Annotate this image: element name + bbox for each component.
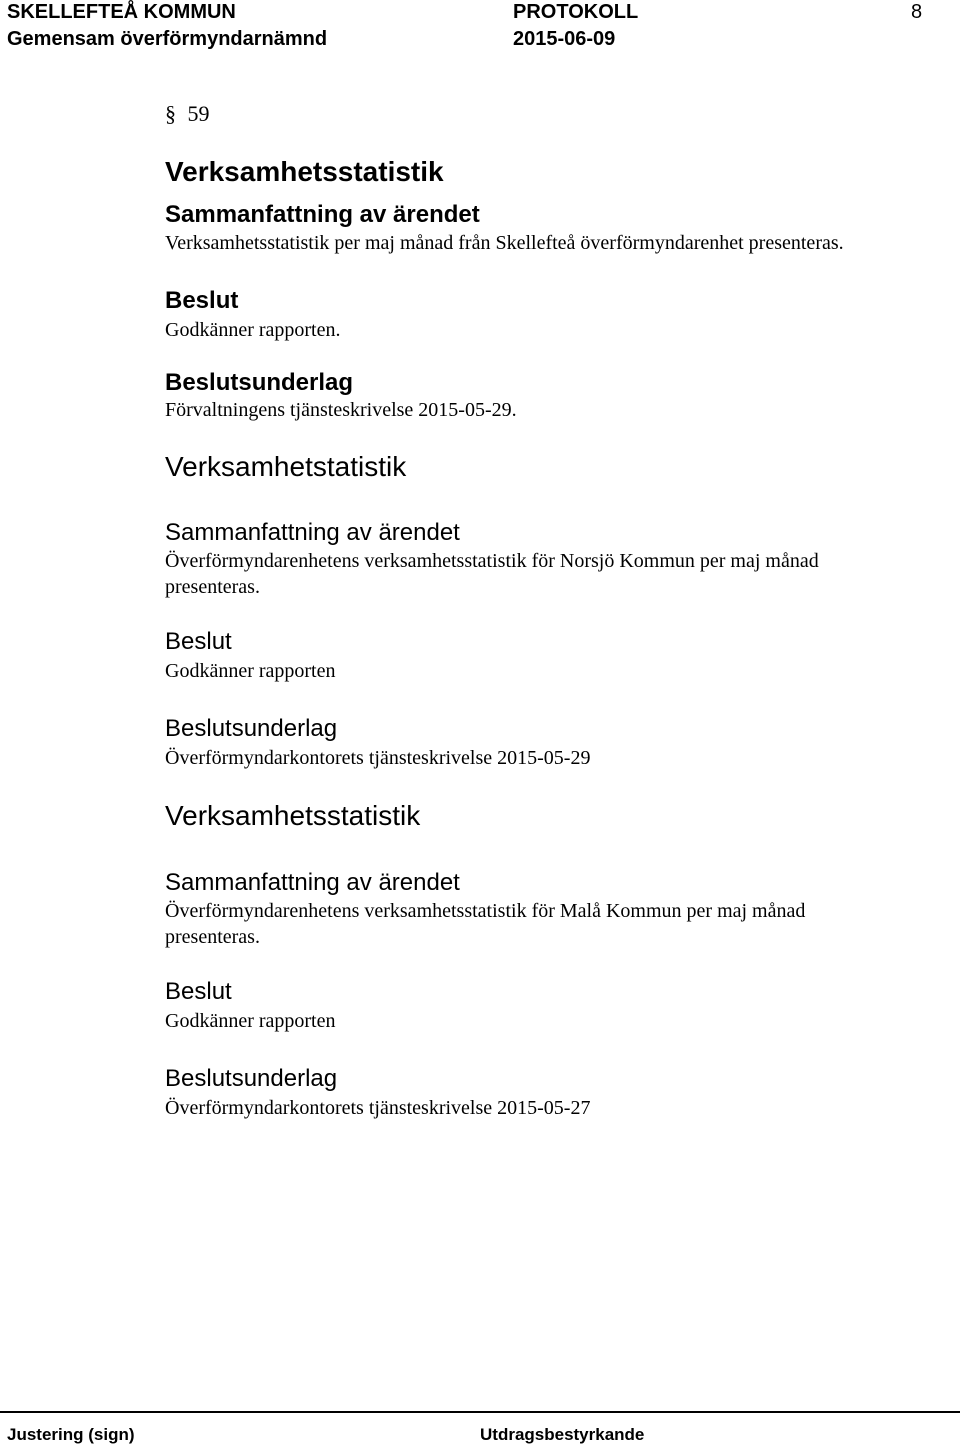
basis-heading: Beslutsunderlag: [165, 715, 338, 742]
section-title: Verksamhetstatistik: [165, 451, 407, 482]
section-title: Verksamhetsstatistik: [165, 156, 444, 187]
decision-text: Godkänner rapporten: [165, 660, 336, 682]
summary-text: Överförmyndarenhetens verksamhetsstatistik för Norsjö Kommun per maj månad presenteras.: [165, 550, 819, 598]
basis-text: Förvaltningens tjänsteskrivelse 2015-05-29.: [165, 399, 517, 421]
summary-heading: Sammanfattning av ärendet: [165, 519, 460, 546]
summary-text: Överförmyndarenhetens verksamhetsstatistik för Malå Kommun per maj månad presenteras.: [165, 900, 806, 948]
decision-heading: Beslut: [165, 287, 239, 314]
header-org: SKELLEFTEÅ KOMMUN: [7, 1, 236, 23]
decision-heading: Beslut: [165, 628, 232, 655]
signature-label: Justering (sign): [7, 1425, 135, 1444]
extract-label: Utdragsbestyrkande: [480, 1425, 645, 1444]
paragraph-symbol: §: [165, 101, 176, 126]
header-doc-type: PROTOKOLL: [513, 1, 639, 23]
basis-heading: Beslutsunderlag: [165, 369, 354, 396]
paragraph-number-value: 59: [187, 101, 210, 126]
paragraph-number: [165, 100, 210, 128]
header-date: 2015-06-09: [513, 28, 616, 50]
section-title: Verksamhetsstatistik: [165, 800, 421, 831]
decision-text: Godkänner rapporten.: [165, 319, 341, 341]
basis-heading: Beslutsunderlag: [165, 1065, 338, 1092]
summary-heading: Sammanfattning av ärendet: [165, 201, 480, 228]
decision-heading: Beslut: [165, 978, 232, 1005]
summary-text: Verksamhetsstatistik per maj månad från Skellefteå överförmyndarenhet presenteras.: [165, 232, 844, 254]
basis-text: Överförmyndarkontorets tjänsteskrivelse 2015-05-29: [165, 747, 591, 769]
basis-text: Överförmyndarkontorets tjänsteskrivelse 2015-05-27: [165, 1097, 591, 1119]
header-page-number: 8: [911, 1, 923, 23]
decision-text: Godkänner rapporten: [165, 1010, 336, 1032]
header-board: Gemensam överförmyndarnämnd: [7, 28, 328, 50]
summary-heading: Sammanfattning av ärendet: [165, 869, 460, 896]
